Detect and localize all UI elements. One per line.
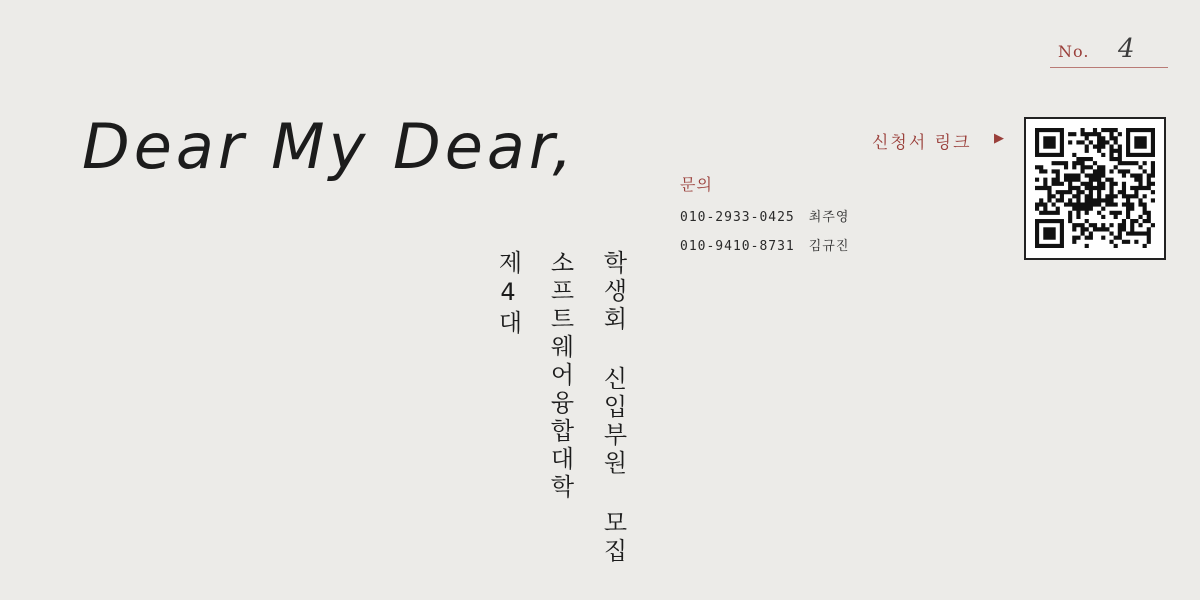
contact-phone[interactable]: 010-2933-0425: [680, 210, 795, 225]
contact-name: 김규진: [808, 239, 850, 254]
contact-row: [680, 235, 849, 254]
application-link[interactable]: 신청서 링크: [872, 133, 972, 153]
qr-code-icon: [1035, 128, 1155, 248]
headline-title: Dear My Dear,: [82, 110, 577, 183]
college-name: 소프트웨어융합대학: [546, 250, 574, 502]
arrow-right-icon[interactable]: ▶: [994, 131, 1004, 146]
issue-underline: [1050, 67, 1168, 68]
inquiry-label: 문의: [680, 175, 713, 194]
contact-name: 최주영: [808, 210, 850, 225]
contact-phone[interactable]: 010-9410-8731: [680, 239, 795, 254]
recruit-heading: 학생회 신입부원 모집: [599, 250, 627, 566]
application-qr-code[interactable]: [1024, 117, 1166, 260]
issue-label: No.: [1058, 42, 1090, 61]
generation-label: 제4대: [494, 250, 522, 338]
contact-row: [680, 206, 849, 225]
issue-number: 4: [1118, 34, 1135, 64]
